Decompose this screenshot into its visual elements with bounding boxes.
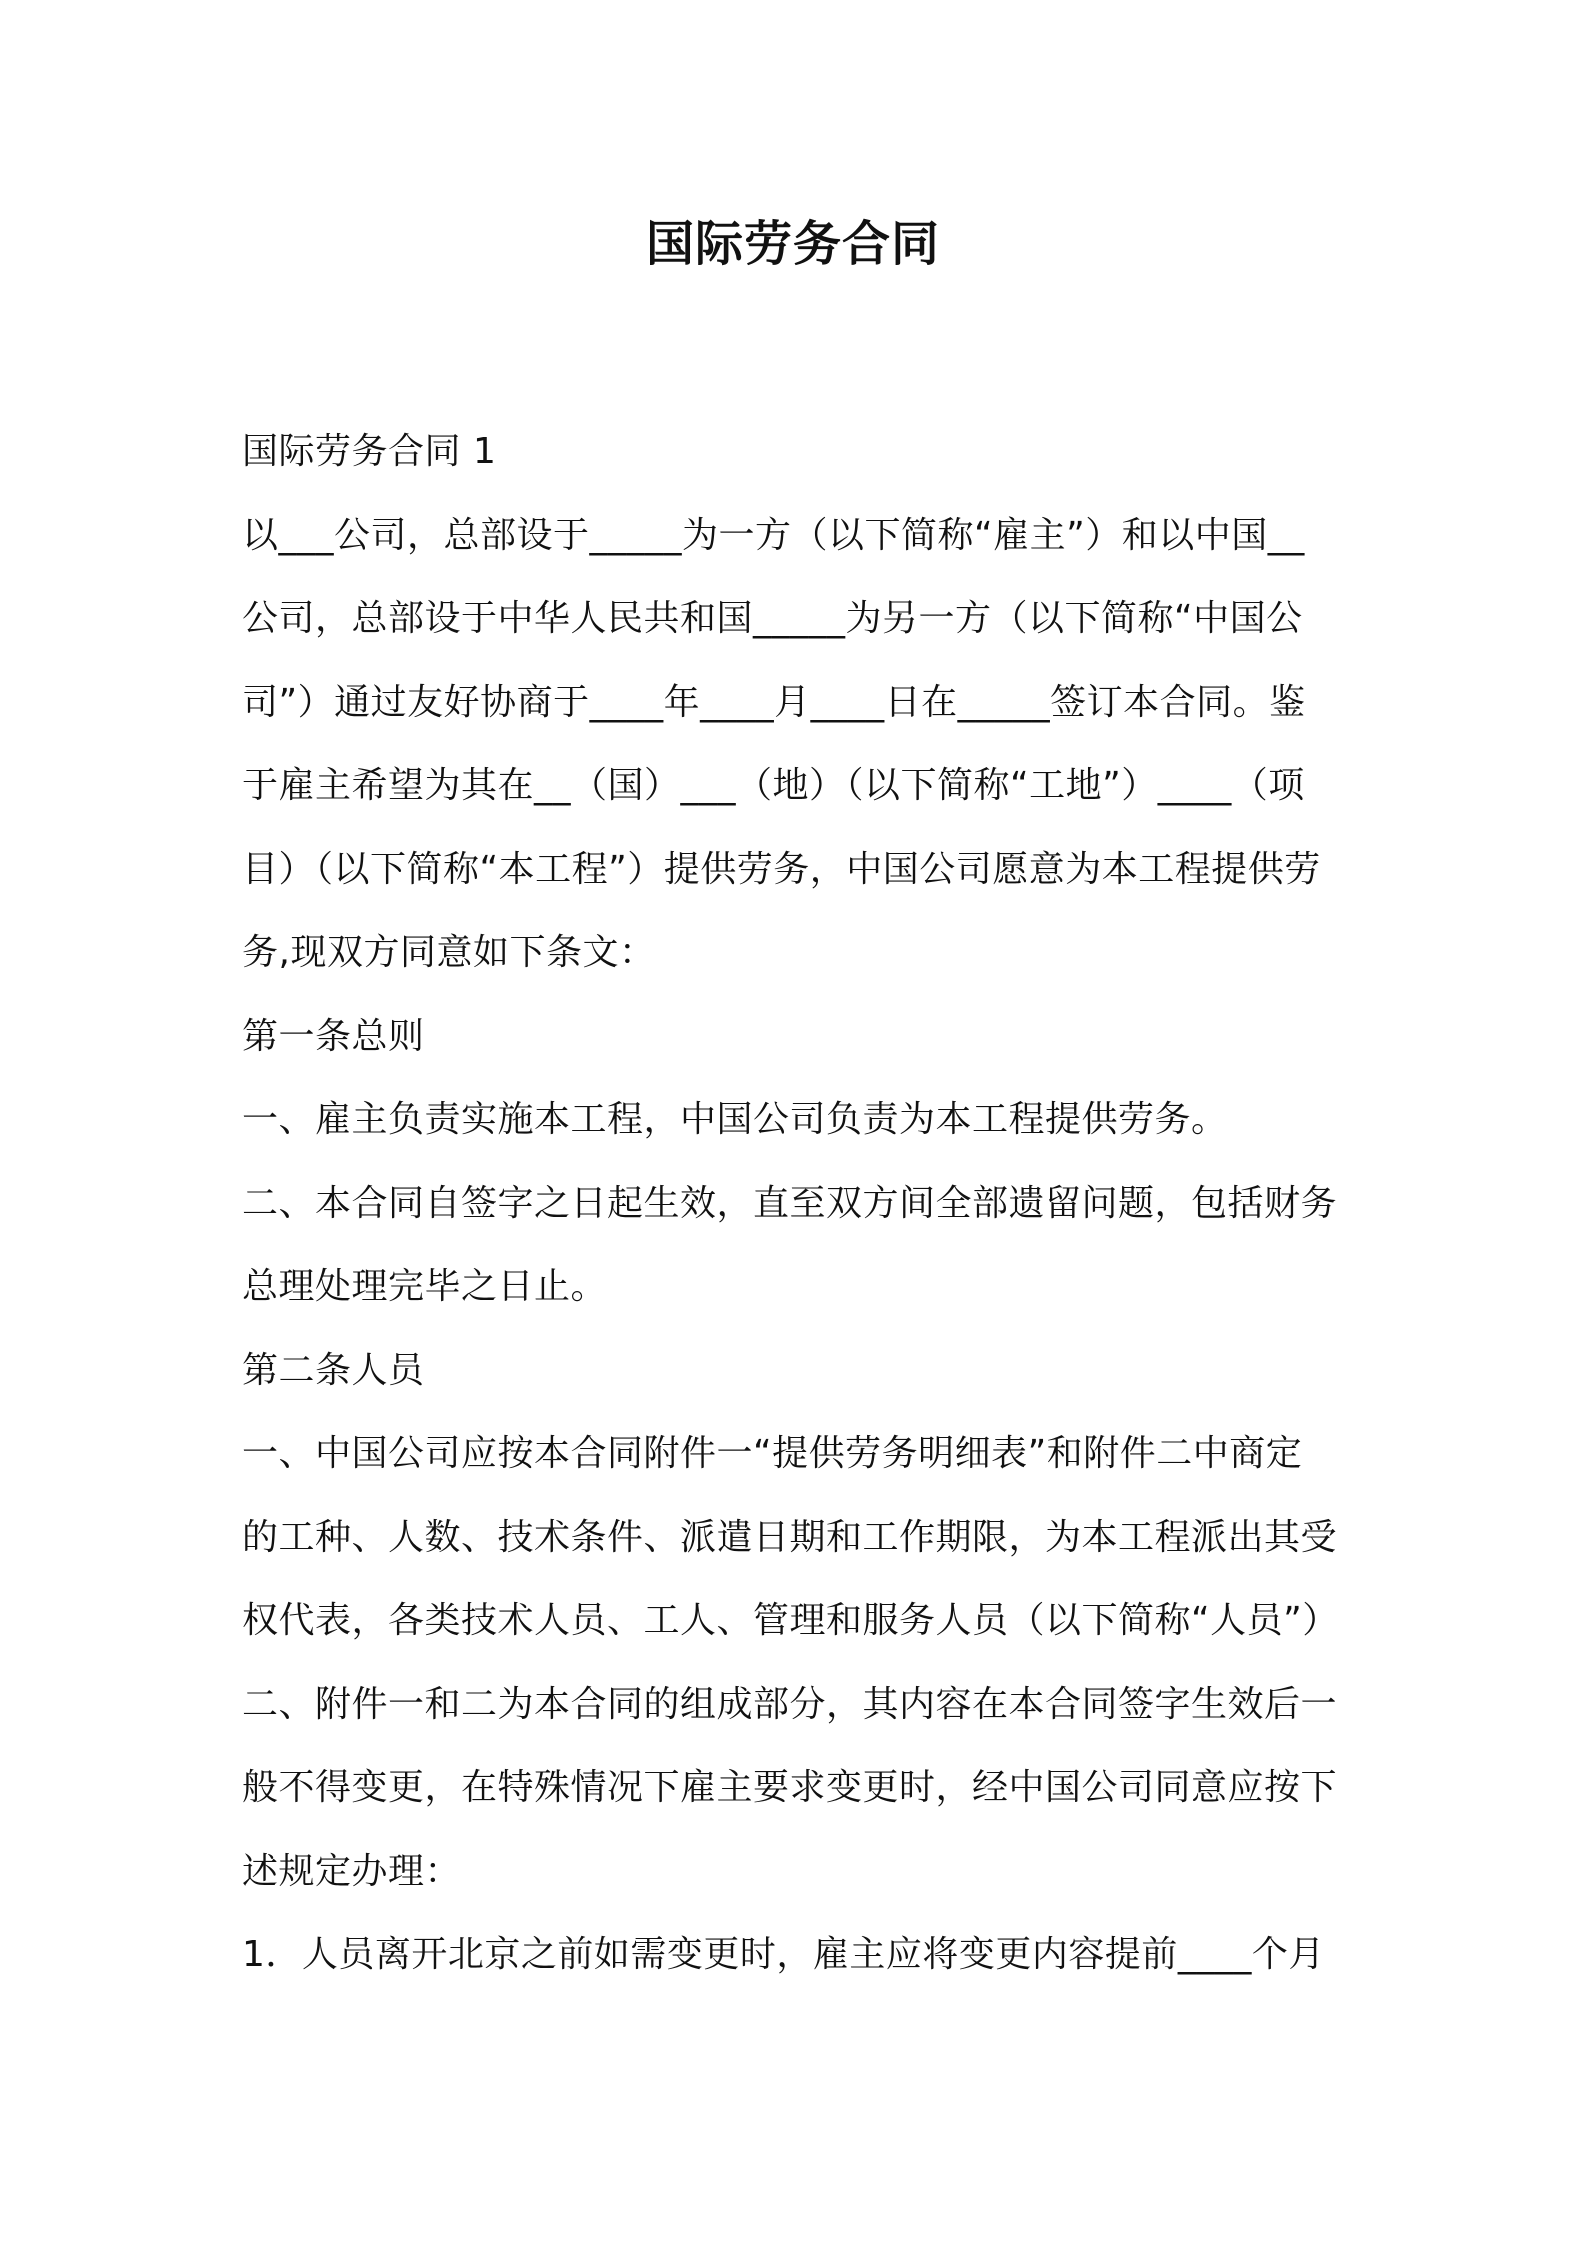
- document-body: [242, 410, 1352, 1997]
- clause-line: 一、中国公司应按本合同附件一“提供劳务明细表”和附件二中商定: [242, 1433, 1303, 1474]
- clause-line: 般不得变更，在特殊情况下雇主要求变更时，经中国公司同意应按下: [242, 1767, 1338, 1808]
- paragraph-line: 目）（以下简称“本工程”）提供劳务，中国公司愿意为本工程提供劳: [242, 848, 1321, 890]
- clause-line: 一、雇主负责实施本工程，中国公司负责为本工程提供劳务。: [242, 1099, 1228, 1140]
- paragraph-line: 务,现双方同意如下条文：: [242, 932, 656, 973]
- clause-line: 总理处理完毕之日止。: [242, 1266, 608, 1307]
- paragraph-line: 司”）通过友好协商于____年____月____日在_____签订本合同。鉴: [242, 681, 1306, 723]
- clause-line: 权代表，各类技术人员、工人、管理和服务人员（以下简称“人员”）: [242, 1600, 1339, 1641]
- clause-line: 1．人员离开北京之前如需变更时，雇主应将变更内容提前____个月: [242, 1934, 1325, 1975]
- article-heading-general: 第一条总则: [242, 1015, 425, 1057]
- paragraph-line: 公司，总部设于中华人民共和国_____为另一方（以下简称“中国公: [242, 598, 1303, 639]
- heading-contract-number: 国际劳务合同 1: [242, 431, 497, 472]
- clause-line: 二、附件一和二为本合同的组成部分，其内容在本合同签字生效后一: [242, 1683, 1338, 1725]
- article-heading-personnel: 第二条人员: [242, 1349, 425, 1391]
- clause-line: 二、本合同自签字之日起生效，直至双方间全部遗留问题，包括财务: [242, 1182, 1338, 1224]
- paragraph-line: 以___公司，总部设于_____为一方（以下简称“雇主”）和以中国__: [242, 514, 1305, 556]
- paragraph-line: 于雇主希望为其在__（国）___（地）（以下简称“工地”）____（项: [242, 765, 1305, 806]
- document-title: 国际劳务合同: [645, 216, 940, 272]
- clause-line: 述规定办理：: [242, 1850, 462, 1892]
- clause-line: 的工种、人数、技术条件、派遣日期和工作期限，为本工程派出其受: [242, 1516, 1338, 1558]
